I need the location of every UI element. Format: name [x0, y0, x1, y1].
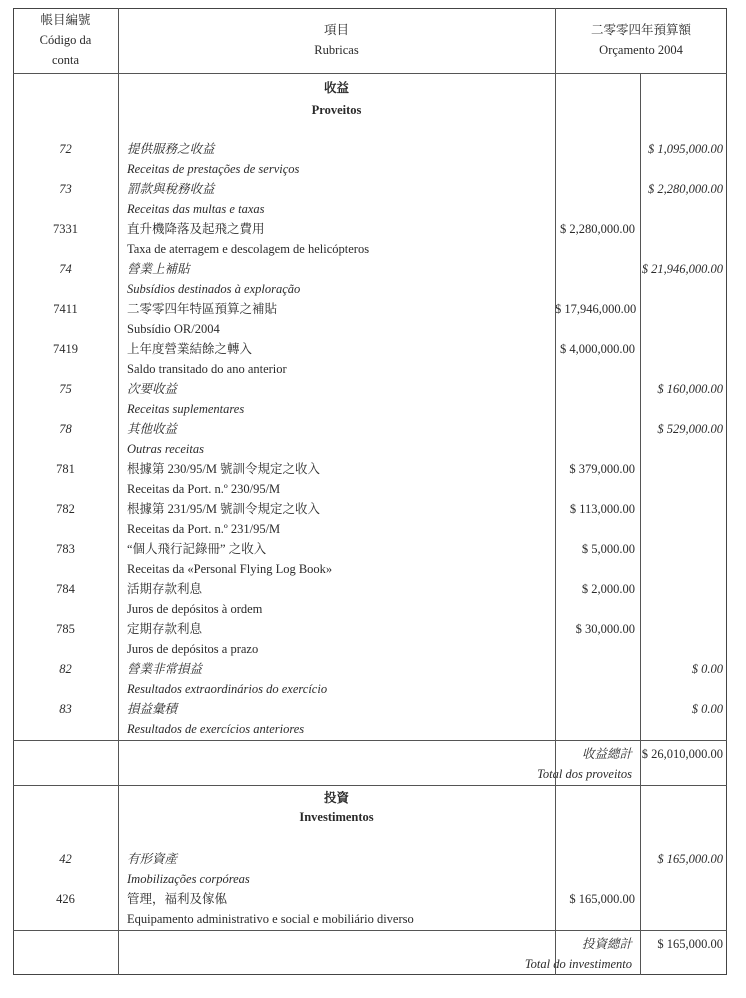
- item-name-pt: Receitas da «Personal Flying Log Book»: [127, 562, 333, 576]
- item-name-pt: Imobilizações corpóreas: [127, 872, 250, 886]
- column-divider: [640, 930, 641, 975]
- item-name-pt: Receitas da Port. n.º 230/95/M: [127, 482, 281, 496]
- subaccount-amount: $ 30,000.00: [575, 622, 635, 636]
- subaccount-amount: $ 2,280,000.00: [560, 222, 635, 236]
- item-name-pt: Juros de depósitos a prazo: [127, 642, 259, 656]
- section-title-pt: Proveitos: [311, 103, 362, 117]
- total-label-pt: Total dos proveitos: [537, 767, 632, 781]
- account-code: 781: [56, 462, 75, 476]
- section-title-pt: Investimentos: [299, 810, 374, 824]
- item-name-pt: Receitas das multas e taxas: [127, 202, 265, 216]
- item-name-zh: 根據第 231/95/M 號訓令規定之收入: [127, 502, 321, 516]
- header-code-pt: Código da: [39, 33, 92, 47]
- account-total-amount: $ 160,000.00: [657, 382, 723, 396]
- item-name-zh: 其他收益: [127, 422, 178, 436]
- account-code: 72: [59, 142, 72, 156]
- account-total-amount: $ 2,280,000.00: [648, 182, 723, 196]
- item-name-zh: 定期存款利息: [127, 622, 203, 636]
- item-name-zh: 次要收益: [127, 382, 178, 396]
- account-total-amount: $ 529,000.00: [657, 422, 723, 436]
- item-name-pt: Receitas da Port. n.º 231/95/M: [127, 522, 281, 536]
- item-name-pt: Subsídios destinados à exploração: [127, 282, 301, 296]
- item-name-zh: 管理，福利及傢俬: [127, 892, 228, 906]
- column-divider: [118, 8, 119, 975]
- item-name-zh: 營業非常損益: [127, 662, 203, 676]
- account-code: 78: [59, 422, 72, 436]
- header-code-pt-2: conta: [51, 53, 80, 67]
- subaccount-amount: $ 113,000.00: [569, 502, 635, 516]
- item-name-zh: 根據第 230/95/M 號訓令規定之收入: [127, 462, 321, 476]
- account-code: 7419: [53, 342, 78, 356]
- header-code-zh: 帳目編號: [40, 13, 91, 27]
- header-item-zh: 項目: [323, 23, 349, 37]
- account-total-amount: $ 0.00: [691, 702, 723, 716]
- total-label-zh: 投資總計: [581, 937, 632, 951]
- subaccount-amount: $ 5,000.00: [581, 542, 635, 556]
- account-code: 783: [56, 542, 75, 556]
- item-name-zh: 直升機降落及起飛之費用: [127, 222, 265, 236]
- total-label-pt: Total do investimento: [524, 957, 632, 971]
- account-code: 785: [56, 622, 75, 636]
- divider: [13, 930, 727, 931]
- grand-total-amount: $ 165,000.00: [657, 937, 723, 951]
- subaccount-amount: $ 4,000,000.00: [560, 342, 635, 356]
- total-label-zh: 收益總計: [581, 747, 632, 761]
- subaccount-amount: $ 379,000.00: [569, 462, 635, 476]
- item-name-pt: Equipamento administrativo e social e mobiliário diverso: [127, 912, 414, 926]
- item-name-pt: Outras receitas: [127, 442, 204, 456]
- item-name-zh: “個人飛行記錄冊” 之收入: [127, 542, 267, 556]
- item-name-pt: Subsídio OR/2004: [127, 322, 220, 336]
- item-name-zh: 活期存款利息: [127, 582, 203, 596]
- divider: [13, 785, 727, 786]
- section-title-zh: 投資: [323, 791, 349, 805]
- column-divider: [555, 8, 556, 975]
- item-name-zh: 二零零四年特區預算之補貼: [127, 302, 278, 316]
- header-budget-pt: Orçamento 2004: [599, 43, 683, 57]
- account-code: 782: [56, 502, 75, 516]
- grand-total-amount: $ 26,010,000.00: [641, 747, 723, 761]
- account-code: 426: [56, 892, 75, 906]
- item-name-pt: Resultados extraordinários do exercício: [127, 682, 328, 696]
- subaccount-amount: $ 165,000.00: [569, 892, 635, 906]
- account-code: 74: [59, 262, 72, 276]
- budget-table: [13, 8, 727, 975]
- divider: [13, 740, 727, 741]
- item-name-zh: 上年度營業結餘之轉入: [127, 342, 253, 356]
- account-total-amount: $ 0.00: [691, 662, 723, 676]
- column-divider: [640, 740, 641, 785]
- header-item-pt: Rubricas: [314, 43, 359, 57]
- item-name-zh: 罰款與稅務收益: [127, 182, 215, 196]
- column-divider: [640, 73, 641, 740]
- account-code: 7411: [53, 302, 78, 316]
- account-code: 83: [59, 702, 72, 716]
- item-name-pt: Juros de depósitos à ordem: [127, 602, 263, 616]
- item-name-pt: Saldo transitado do ano anterior: [127, 362, 287, 376]
- account-code: 73: [59, 182, 72, 196]
- account-code: 42: [59, 852, 72, 866]
- account-total-amount: $ 1,095,000.00: [648, 142, 723, 156]
- item-name-pt: Resultados de exercícios anteriores: [127, 722, 305, 736]
- item-name-pt: Receitas de prestações de serviços: [127, 162, 300, 176]
- subaccount-amount: $ 2,000.00: [581, 582, 635, 596]
- account-code: 784: [56, 582, 75, 596]
- account-code: 7331: [53, 222, 78, 236]
- item-name-pt: Receitas suplementares: [127, 402, 245, 416]
- item-name-pt: Taxa de aterragem e descolagem de helicópteros: [127, 242, 370, 256]
- item-name-zh: 有形資產: [127, 852, 178, 866]
- item-name-zh: 損益彙積: [127, 702, 178, 716]
- subaccount-amount: $ 17,946,000.00: [555, 302, 637, 316]
- item-name-zh: 提供服務之收益: [127, 142, 215, 156]
- header-budget-zh: 二零零四年預算額: [590, 23, 691, 37]
- column-divider: [640, 785, 641, 930]
- divider: [13, 73, 727, 74]
- account-total-amount: $ 165,000.00: [657, 852, 723, 866]
- account-code: 75: [59, 382, 72, 396]
- account-code: 82: [59, 662, 72, 676]
- item-name-zh: 營業上補貼: [127, 262, 190, 276]
- section-title-zh: 收益: [323, 81, 349, 95]
- account-total-amount: $ 21,946,000.00: [641, 262, 723, 276]
